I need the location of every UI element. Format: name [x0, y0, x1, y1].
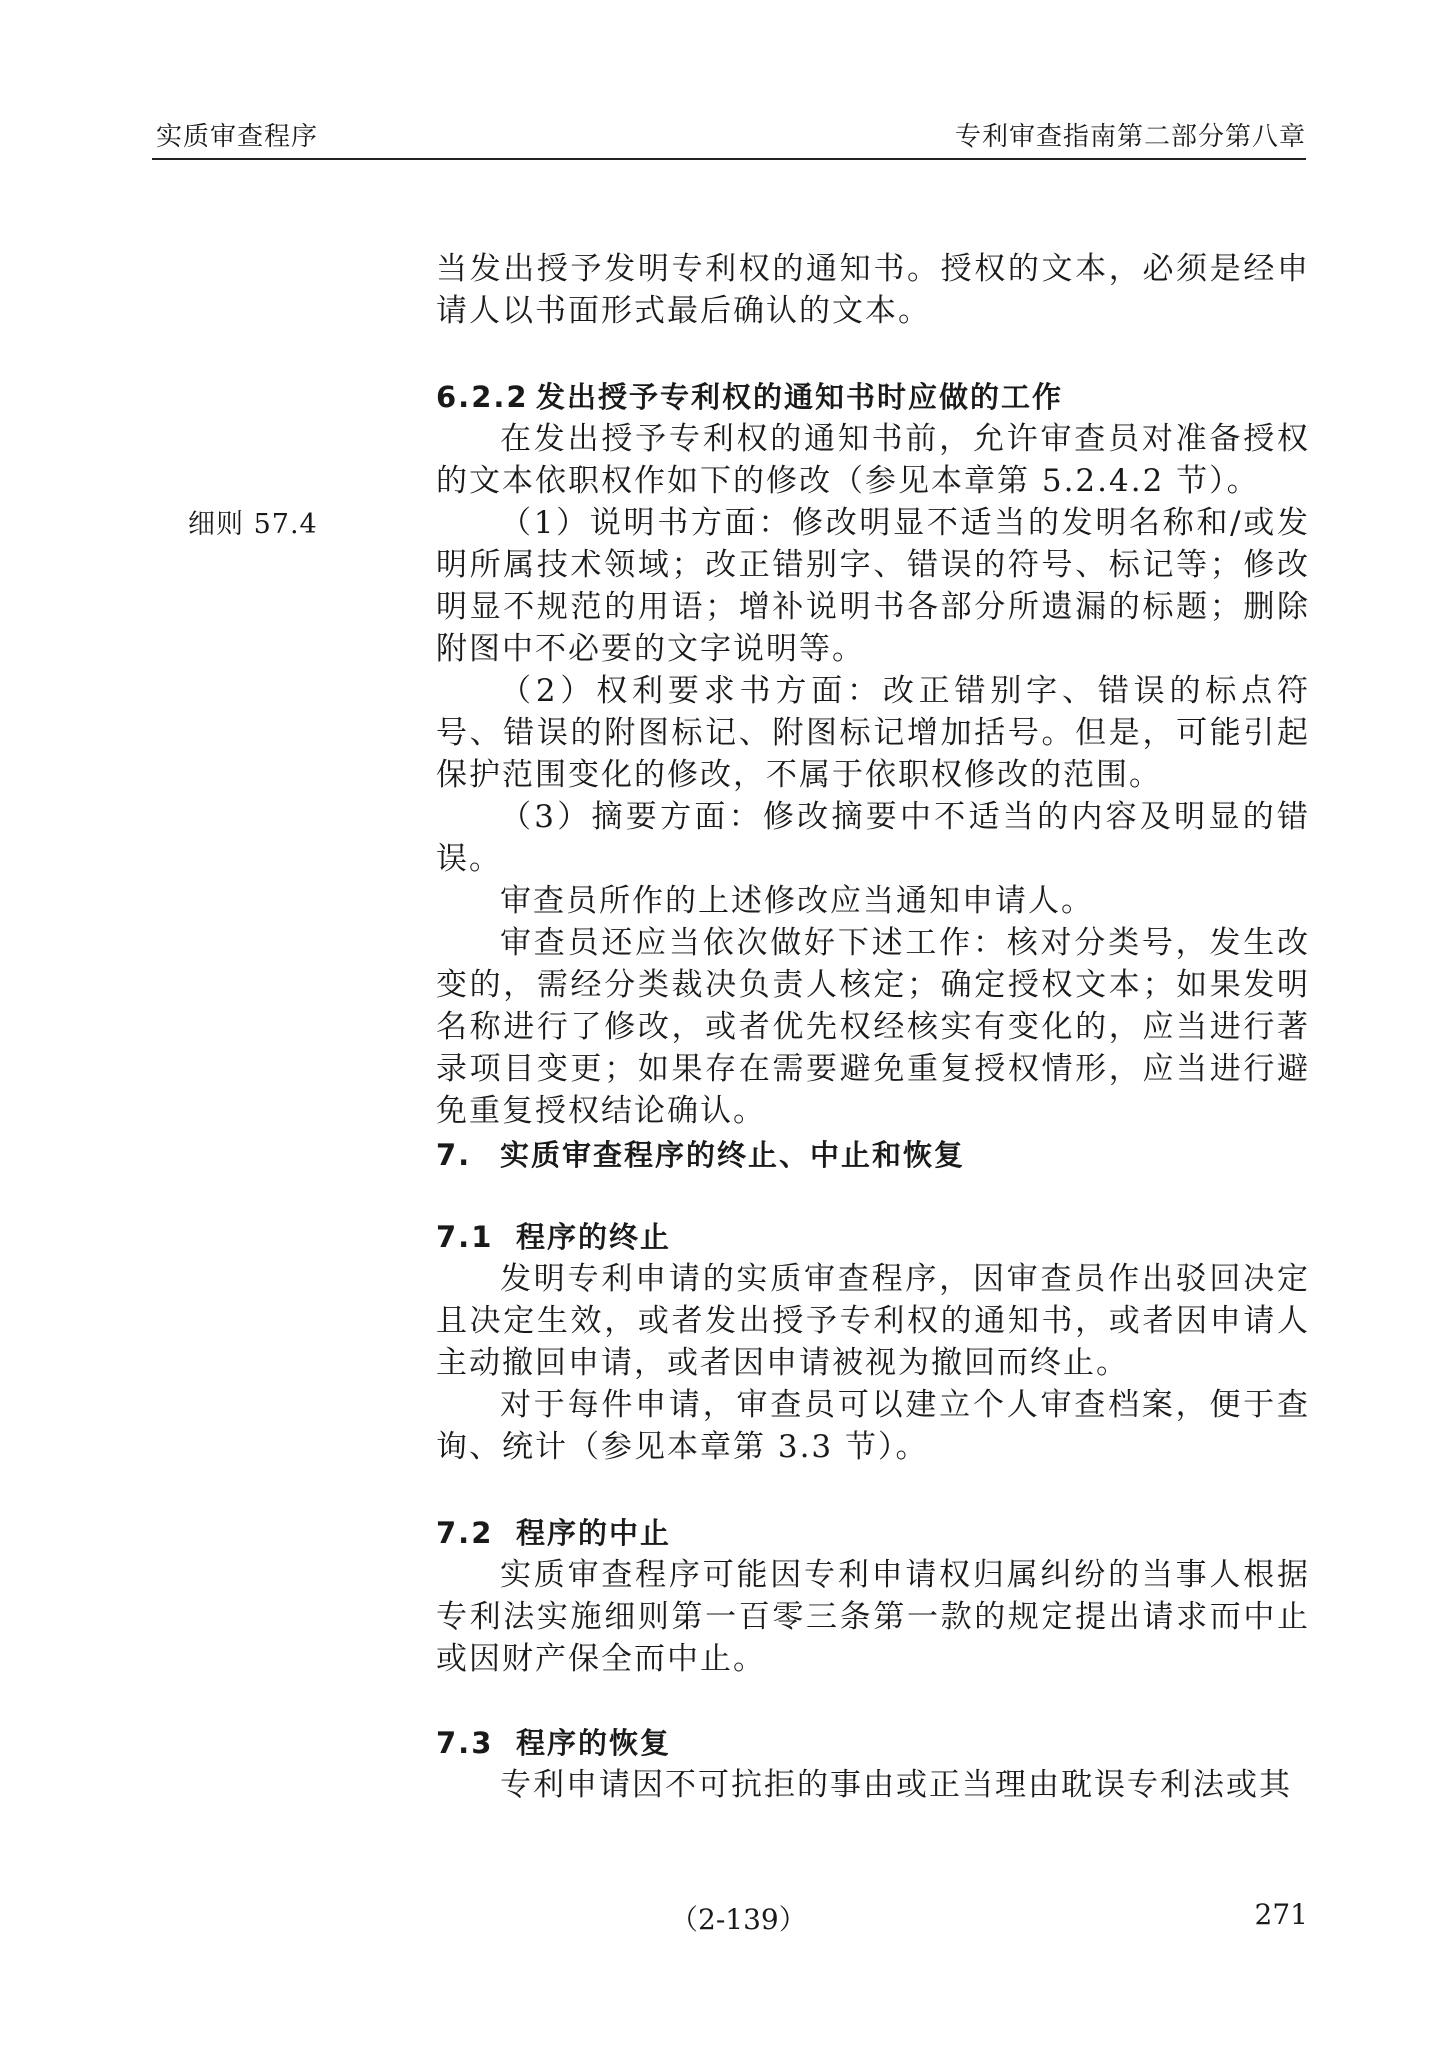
section-number: 7.3: [436, 1726, 494, 1760]
intro-paragraph-block: [436, 248, 1310, 332]
list-item-3: （3）摘要方面：修改摘要中不适当的内容及明显的错误。: [436, 799, 1310, 877]
page-header: [152, 110, 1306, 160]
section-title: 实质审查程序的终止、中止和恢复: [500, 1138, 966, 1172]
section-title: 发出授予专利权的通知书时应做的工作: [536, 380, 1064, 414]
section-heading-7-2: [436, 1512, 1310, 1554]
section-number: 7.1: [436, 1220, 494, 1254]
section-title: 程序的终止: [516, 1220, 672, 1254]
paragraph: 实质审查程序可能因专利申请权归属纠纷的当事人根据专利法实施细则第一百零三条第一款的规定提出请求而中止或因财产保全而中止。: [436, 1557, 1310, 1677]
page-number: 271: [1254, 1898, 1308, 1931]
header-guide-title: 专利审查指南第二部分第八章: [954, 122, 1306, 152]
section-number: 6.2.2: [436, 380, 529, 414]
section-7: [436, 1134, 1310, 1176]
intro-paragraph: 当发出授予发明专利权的通知书。授权的文本，必须是经申请人以书面形式最后确认的文本。: [436, 251, 1310, 329]
section-title: 程序的中止: [516, 1516, 672, 1550]
section-heading-7-1: [436, 1216, 1310, 1258]
paragraph: 审查员所作的上述修改应当通知申请人。: [500, 883, 1094, 919]
list-item-1: （1）说明书方面：修改明显不适当的发明名称和/或发明所属技术领域；改正错别字、错误的符号、标记等；修改明显不规范的用语；增补说明书各部分所遗漏的标题；删除附图中不必要的文字说明等。: [436, 505, 1310, 667]
section-heading-7-3: [436, 1722, 1310, 1764]
section-7-3: [436, 1722, 1310, 1806]
paragraph: 发明专利申请的实质审查程序，因审查员作出驳回决定且决定生效，或者发出授予专利权的通知书，或者因申请人主动撤回申请，或者因申请被视为撤回而终止。: [436, 1261, 1310, 1381]
header-chapter-title: 实质审查程序: [156, 122, 319, 152]
paragraph: 专利申请因不可抗拒的事由或正当理由耽误专利法或其: [500, 1767, 1292, 1803]
paragraph: 对于每件申请，审查员可以建立个人审查档案，便于查询、统计（参见本章第 3.3 节）。: [436, 1387, 1310, 1465]
paragraph: 在发出授予专利权的通知书前，允许审查员对准备授权的文本依职权作如下的修改（参见本章第 5.2.4.2 节）。: [436, 421, 1310, 499]
margin-note-rule: 细则 57.4: [188, 509, 318, 540]
section-heading-7: [436, 1134, 1310, 1176]
section-7-2: [436, 1512, 1310, 1680]
list-item-2: （2）权利要求书方面：改正错别字、错误的标点符号、错误的附图标记、附图标记增加括号。但是，可能引起保护范围变化的修改，不属于依职权修改的范围。: [436, 673, 1310, 793]
section-heading-6-2-2: [436, 376, 1310, 418]
section-number: 7.: [436, 1138, 472, 1172]
section-7-1: [436, 1216, 1310, 1468]
footer-section-code: （2-139）: [670, 1903, 807, 1936]
section-title: 程序的恢复: [516, 1726, 672, 1760]
section-number: 7.2: [436, 1516, 494, 1550]
paragraph: 审查员还应当依次做好下述工作：核对分类号，发生改变的，需经分类裁决负责人核定；确定授权文本；如果发明名称进行了修改，或者优先权经核实有变化的，应当进行著录项目变更；如果存在需要避免重复授权情形，应当进行避免重复授权结论确认。: [436, 925, 1310, 1129]
section-6-2-2: [436, 376, 1310, 1132]
